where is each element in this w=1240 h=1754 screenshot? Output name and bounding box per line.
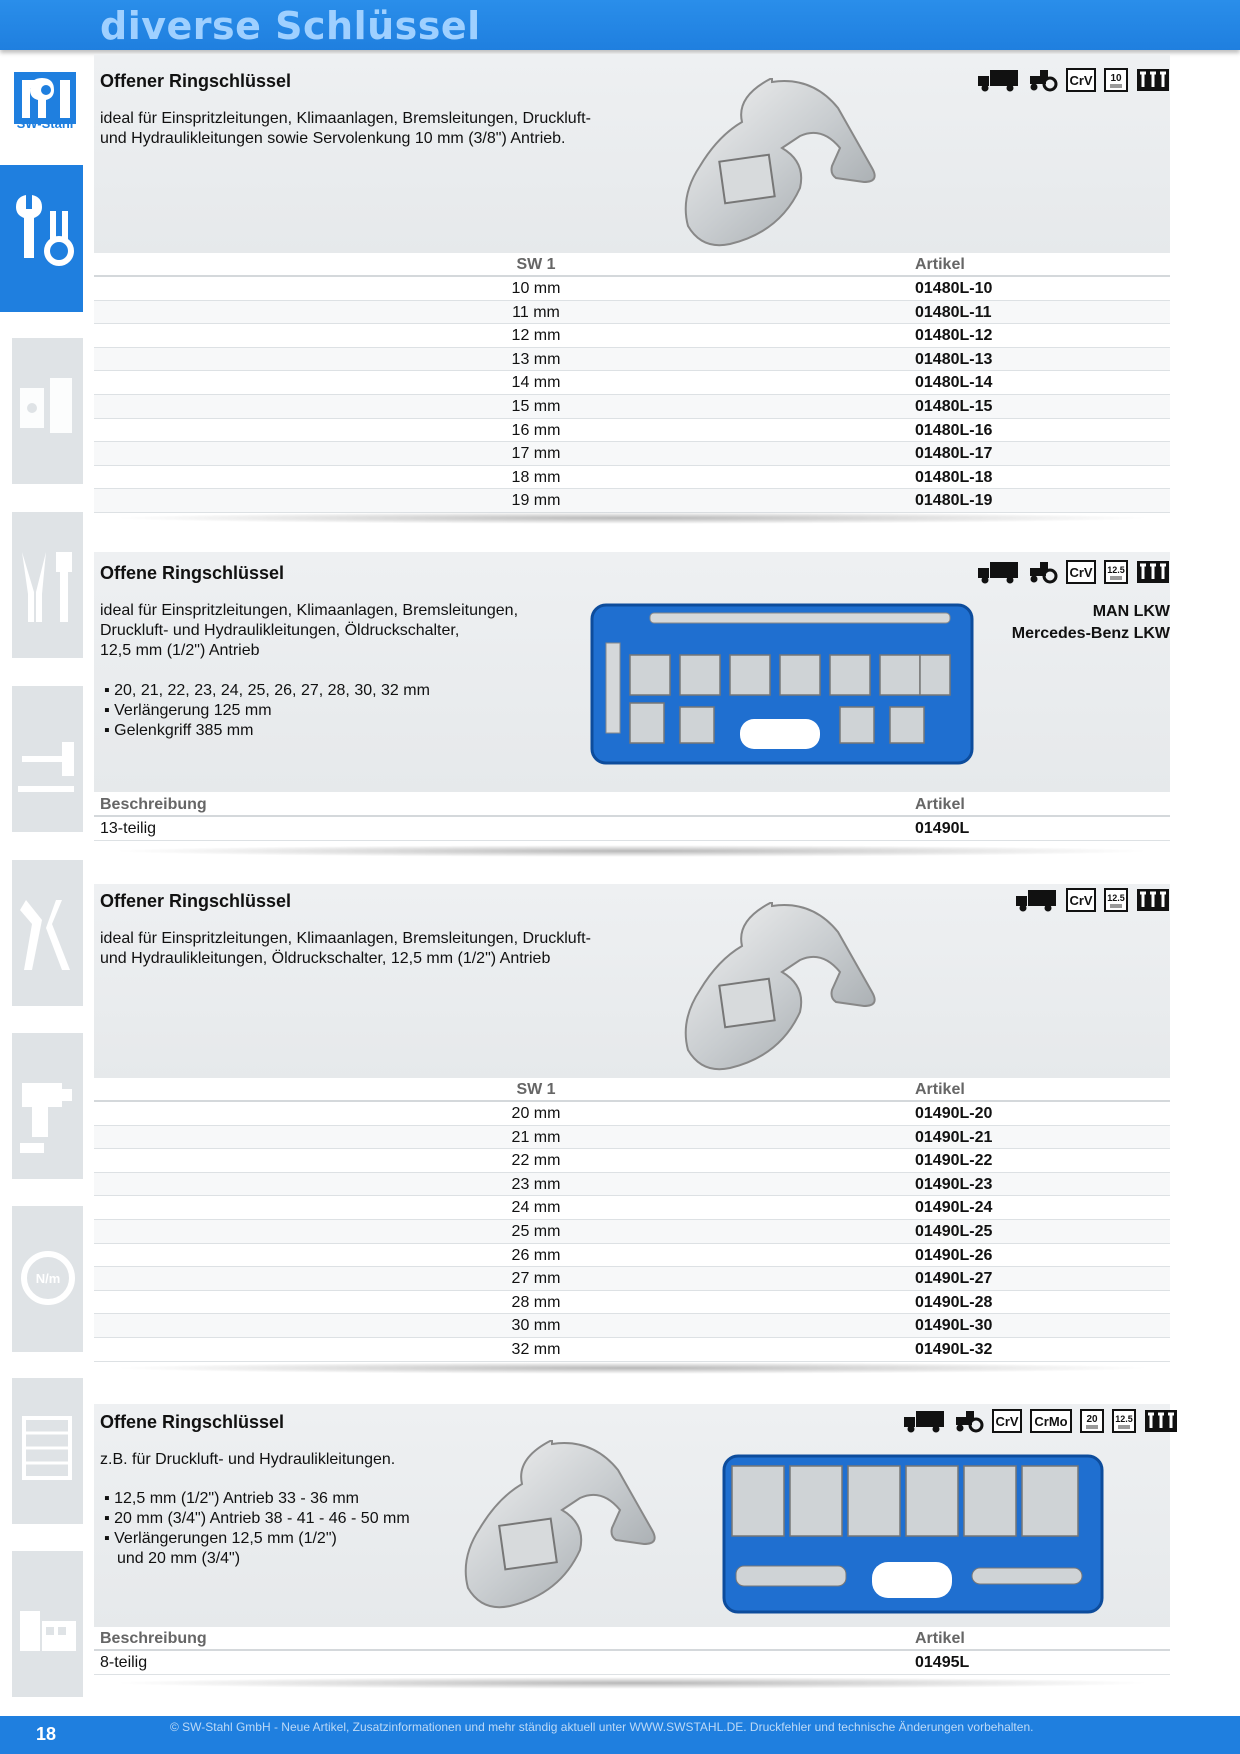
table-body xyxy=(94,1651,1170,1675)
table-row xyxy=(94,1220,1170,1244)
size-cell: 12 mm xyxy=(511,327,561,345)
svg-text:10: 10 xyxy=(1110,73,1122,84)
section-divider xyxy=(110,512,1154,524)
drive-size-badge-icon xyxy=(1104,68,1128,92)
page-number: 18 xyxy=(36,1724,57,1744)
section-divider xyxy=(110,1677,1154,1689)
crowfoot-set-case-image xyxy=(722,1454,1104,1614)
drive-size-badge-icon xyxy=(1112,1409,1136,1433)
article-number-cell: 01480L-13 xyxy=(915,350,993,368)
table-row xyxy=(94,395,1170,419)
section-4-description: z.B. für Druckluft- und Hydraulikleitungen. xyxy=(100,1451,396,1468)
drive-size-badge-icon xyxy=(1104,888,1128,912)
list-item: ▪ 20 mm (3/4") Antrieb 38 - 41 - 46 - 50 mm xyxy=(104,1509,410,1529)
section-4-bullets xyxy=(104,1489,410,1569)
size-cell: 28 mm xyxy=(511,1293,561,1311)
size-cell: 26 mm xyxy=(511,1246,561,1264)
article-number-cell: 01480L-14 xyxy=(915,374,993,392)
size-cell: 16 mm xyxy=(511,421,561,439)
section-2-table xyxy=(94,793,1170,841)
truck-icon xyxy=(904,1409,946,1433)
crv-badge-icon xyxy=(992,1409,1022,1433)
table-header: SW 1 Artikel xyxy=(94,253,1170,277)
section-3-title: Offener Ringschlüssel xyxy=(100,891,292,911)
svg-text:12.5: 12.5 xyxy=(1107,565,1125,575)
size-cell: 13 mm xyxy=(511,350,561,368)
article-number-cell: 01480L-19 xyxy=(915,492,993,510)
wrench-set-case-image xyxy=(590,603,974,765)
article-number-cell: 01495L xyxy=(915,1654,970,1671)
table-row xyxy=(94,1291,1170,1315)
article-number-cell: 01490L-23 xyxy=(915,1175,993,1193)
torque-icon xyxy=(12,1206,83,1352)
hammer-icon xyxy=(12,686,83,832)
section-divider xyxy=(110,845,1154,857)
size-cell: 21 mm xyxy=(511,1128,561,1146)
wrench-set-icon xyxy=(1136,888,1170,912)
table-row xyxy=(94,1102,1170,1126)
article-number-cell: 01490L-21 xyxy=(915,1128,993,1146)
svg-text:CrV: CrV xyxy=(995,1414,1019,1429)
sidebar-tab-wrenches[interactable] xyxy=(0,165,83,312)
size-cell: 23 mm xyxy=(511,1175,561,1193)
sidebar-tab-storage[interactable] xyxy=(12,1378,83,1524)
article-number-cell: 01490L-27 xyxy=(915,1270,993,1288)
table-row xyxy=(94,489,1170,513)
sidebar-tab-sockets[interactable] xyxy=(12,338,83,484)
article-number-cell: 01480L-18 xyxy=(915,468,993,486)
list-item: ▪ 12,5 mm (1/2") Antrieb 33 - 36 mm xyxy=(104,1489,410,1509)
table-row xyxy=(94,371,1170,395)
list-item: ▪ 20, 21, 22, 23, 24, 25, 26, 27, 28, 30, 32 mm xyxy=(104,681,430,701)
table-row xyxy=(94,301,1170,325)
size-cell: 20 mm xyxy=(511,1105,561,1122)
crv-badge-icon xyxy=(1066,560,1096,584)
article-number-cell: 01480L-15 xyxy=(915,397,993,415)
wrench-icon xyxy=(0,165,83,312)
logo-text: SW-Stahl xyxy=(16,116,74,131)
sidebar-tab-hammers[interactable] xyxy=(12,686,83,832)
crv-badge-icon xyxy=(1066,888,1096,912)
table-row xyxy=(94,1149,1170,1173)
section-3-description: ideal für Einspritzleitungen, Klimaanlagen, Bremsleitungen, Druckluft- und Hydraulikleitungen, Öldruckschalter, 12,5 mm (1/2") Antrieb xyxy=(100,930,591,967)
article-number-cell: 01480L-11 xyxy=(915,303,992,321)
svg-text:20: 20 xyxy=(1086,1414,1098,1425)
size-cell: 17 mm xyxy=(511,445,561,463)
section-4-table xyxy=(94,1627,1170,1675)
description-cell: 8-teilig xyxy=(100,1654,148,1671)
water-pump-pliers-icon xyxy=(12,860,83,1006)
size-cell: 24 mm xyxy=(511,1199,561,1217)
pliers-icon xyxy=(12,512,83,658)
table-row xyxy=(94,442,1170,466)
description-cell: 13-teilig xyxy=(100,820,157,837)
truck-icon xyxy=(1016,888,1058,912)
article-number-cell: 01490L-20 xyxy=(915,1105,993,1122)
article-number-cell: 01490L-30 xyxy=(915,1317,993,1335)
article-number-cell: 01480L-16 xyxy=(915,421,993,439)
article-number-cell: 01490L-25 xyxy=(915,1222,993,1240)
section-3-table xyxy=(94,1078,1170,1362)
page-header xyxy=(0,0,1240,50)
list-item: ▪ Verlängerung 125 mm xyxy=(104,701,430,721)
article-number-cell: 01490L xyxy=(915,820,970,837)
table-header: Beschreibung Artikel xyxy=(94,1627,1170,1651)
tool-cabinet-icon xyxy=(12,1378,83,1524)
article-number-cell: 01490L-32 xyxy=(915,1340,993,1358)
section-2-description: ideal für Einspritzleitungen, Klimaanlagen, Bremsleitungen, Druckluft- und Hydraulikleitungen, Öldruckschalter, 12,5 mm (1/2") Antrieb xyxy=(100,602,519,659)
tractor-icon xyxy=(1028,560,1058,584)
wrench-set-icon xyxy=(1136,560,1170,584)
table-header: Beschreibung Artikel xyxy=(94,793,1170,817)
page-title: diverse Schlüssel xyxy=(100,4,481,48)
table-row xyxy=(94,1651,1170,1675)
crv-badge-icon xyxy=(1066,68,1096,92)
section-divider xyxy=(110,1362,1154,1374)
sidebar-tab-pliers-screwdrivers[interactable] xyxy=(12,512,83,658)
list-item: und 20 mm (3/4") xyxy=(117,1550,241,1567)
table-row xyxy=(94,277,1170,301)
size-cell: 27 mm xyxy=(511,1270,561,1288)
size-cell: 19 mm xyxy=(511,492,561,510)
article-number-cell: 01480L-12 xyxy=(915,327,993,345)
table-body xyxy=(94,277,1170,513)
crowfoot-wrench-image xyxy=(456,1440,686,1630)
table-row xyxy=(94,1244,1170,1268)
size-cell: 25 mm xyxy=(511,1222,561,1240)
section-4-title: Offene Ringschlüssel xyxy=(100,1412,285,1432)
table-row xyxy=(94,1126,1170,1150)
article-number-cell: 01480L-17 xyxy=(915,445,993,463)
product-section-3 xyxy=(94,884,1170,1080)
size-cell: 10 mm xyxy=(511,280,561,297)
impact-wrench-icon xyxy=(12,1033,83,1179)
article-number-cell: 01480L-10 xyxy=(915,280,993,297)
table-row xyxy=(94,1173,1170,1197)
section-4-icons xyxy=(904,1409,1178,1433)
sidebar-tab-workshop[interactable] xyxy=(12,1551,83,1697)
sidebar-tab-torque[interactable] xyxy=(12,1206,83,1352)
svg-text:CrV: CrV xyxy=(1069,565,1093,580)
table-row xyxy=(94,324,1170,348)
tractor-icon xyxy=(954,1409,984,1433)
svg-text:N/m: N/m xyxy=(35,1271,61,1286)
table-row xyxy=(94,348,1170,372)
size-cell: 18 mm xyxy=(511,468,561,486)
svg-text:CrV: CrV xyxy=(1069,73,1093,88)
page-footer xyxy=(0,1716,1240,1754)
truck-icon xyxy=(978,68,1020,92)
socket-icon xyxy=(12,338,83,484)
truck-icon xyxy=(978,560,1020,584)
drive-size-badge-icon xyxy=(1104,560,1128,584)
footer-text: © SW-Stahl GmbH - Neue Artikel, Zusatzinformationen und mehr ständig aktuell unter WWW.SWSTAHL.DE. Druckfehler und technische Änderungen vorbehalten. xyxy=(170,1720,1034,1734)
article-number-cell: 01490L-26 xyxy=(915,1246,993,1264)
table-row xyxy=(94,1267,1170,1291)
size-cell: 32 mm xyxy=(511,1340,561,1358)
size-cell: 11 mm xyxy=(512,303,560,321)
section-3-icons xyxy=(1016,888,1170,912)
section-1-table xyxy=(94,253,1170,513)
sidebar-tab-pliers[interactable] xyxy=(12,860,83,1006)
crmo-badge-icon xyxy=(1030,1409,1072,1433)
size-cell: 22 mm xyxy=(511,1152,561,1170)
section-2-icons xyxy=(978,560,1170,584)
svg-text:12.5: 12.5 xyxy=(1107,893,1125,903)
section-2-bullets xyxy=(104,681,430,741)
wrench-set-icon xyxy=(1144,1409,1178,1433)
table-row xyxy=(94,1314,1170,1338)
table-body xyxy=(94,1102,1170,1362)
size-cell: 15 mm xyxy=(511,397,561,415)
table-row xyxy=(94,466,1170,490)
article-number-cell: 01490L-28 xyxy=(915,1293,993,1311)
size-cell: 30 mm xyxy=(511,1317,561,1335)
article-number-cell: 01490L-24 xyxy=(915,1199,993,1217)
svg-text:12.5: 12.5 xyxy=(1115,1414,1133,1424)
sidebar-tab-pneumatic[interactable] xyxy=(12,1033,83,1179)
table-row xyxy=(94,1196,1170,1220)
wrench-set-icon xyxy=(1136,68,1170,92)
size-cell: 14 mm xyxy=(511,374,561,392)
list-item: ▪ Verlängerungen 12,5 mm (1/2") xyxy=(104,1529,410,1549)
table-row xyxy=(94,817,1170,841)
table-row xyxy=(94,419,1170,443)
crowfoot-wrench-image xyxy=(680,902,900,1092)
svg-text:CrMo: CrMo xyxy=(1034,1414,1068,1429)
drive-size-badge-icon xyxy=(1080,1409,1104,1433)
section-2-brands: MAN LKW Mercedes-Benz LKW xyxy=(1011,603,1170,642)
table-body xyxy=(94,817,1170,841)
workshop-icon xyxy=(12,1551,83,1697)
crowfoot-wrench-image xyxy=(680,78,900,268)
section-1-title: Offener Ringschlüssel xyxy=(100,71,292,91)
table-row xyxy=(94,1338,1170,1362)
list-item: ▪ Gelenkgriff 385 mm xyxy=(104,721,430,741)
section-1-icons xyxy=(978,68,1170,92)
svg-text:CrV: CrV xyxy=(1069,893,1093,908)
article-number-cell: 01490L-22 xyxy=(915,1152,993,1170)
table-header: SW 1 Artikel xyxy=(94,1078,1170,1102)
section-1-description: ideal für Einspritzleitungen, Klimaanlagen, Bremsleitungen, Druckluft- und Hydraulikleitungen sowie Servolenkung 10 mm (3/8") Antrieb. xyxy=(100,110,591,147)
tractor-icon xyxy=(1028,68,1058,92)
section-2-title: Offene Ringschlüssel xyxy=(100,563,285,583)
